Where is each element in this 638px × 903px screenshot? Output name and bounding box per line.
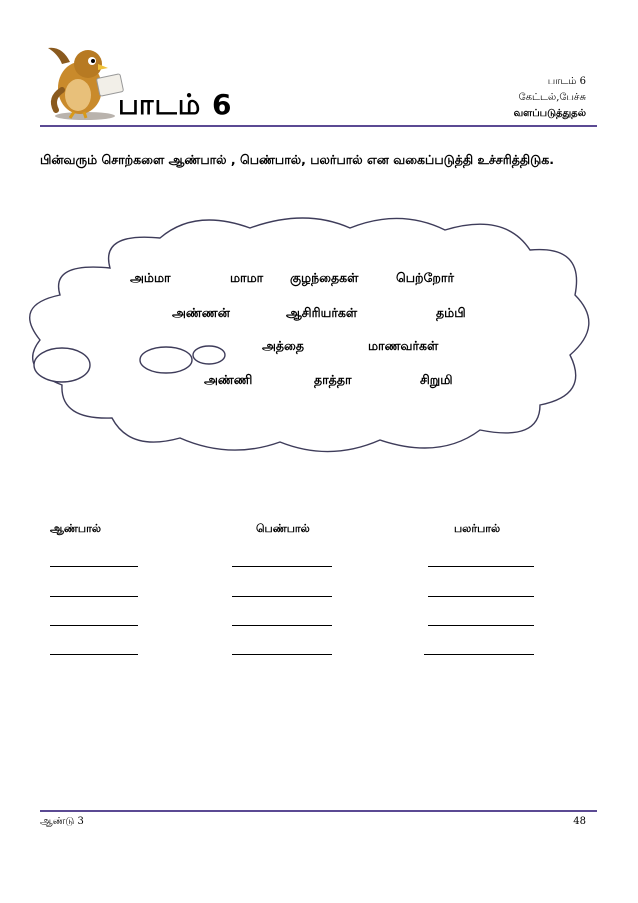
cloud-word: தம்பி (436, 305, 466, 320)
answer-blank[interactable] (428, 625, 534, 626)
answer-blank[interactable] (232, 566, 332, 567)
cloud-word: அண்ணன் (172, 305, 230, 320)
answer-blank[interactable] (50, 596, 138, 597)
cloud-word: சிறுமி (420, 372, 453, 387)
cloud-word: தாத்தா (314, 372, 352, 387)
header-subskill-label: வளப்படுத்துதல் (513, 108, 586, 119)
footer-year: ஆண்டு 3 (40, 816, 84, 827)
header-lesson-label: பாடம் 6 (547, 76, 586, 87)
cloud-word: குழந்தைகள் (290, 270, 359, 285)
answer-blank[interactable] (50, 654, 138, 655)
page-number: 48 (573, 816, 586, 827)
cloud-word: அண்ணி (204, 372, 253, 387)
cloud-word: அத்தை (262, 338, 305, 353)
answer-blank[interactable] (428, 596, 534, 597)
footer-divider (40, 810, 597, 812)
answer-blank[interactable] (428, 566, 534, 567)
cloud-word: பெற்றோர் (396, 270, 454, 285)
answer-blank[interactable] (50, 566, 138, 567)
column-header-plural: பலர்பால் (454, 522, 501, 535)
column-header-masculine: ஆண்பால் (50, 522, 101, 535)
lesson-title: பாடம் 6 (118, 88, 233, 121)
column-header-feminine: பெண்பால் (256, 522, 310, 535)
instruction-text: பின்வரும் சொற்களை ஆண்பால் , பெண்பால், பலர்பால் என வகைப்படுத்தி உச்சரித்திடுக. (40, 152, 554, 167)
answer-blank[interactable] (50, 625, 138, 626)
cloud-word: மாணவர்கள் (368, 338, 439, 353)
answer-blank[interactable] (232, 625, 332, 626)
cloud-word: மாமா (230, 270, 264, 285)
header-skill-label: கேட்டல்,பேச்சு (518, 92, 586, 103)
answer-blank[interactable] (424, 654, 534, 655)
cloud-word: அம்மா (130, 270, 171, 285)
cloud-word: ஆசிரியர்கள் (286, 305, 358, 320)
answer-blank[interactable] (232, 654, 332, 655)
answer-blank[interactable] (232, 596, 332, 597)
